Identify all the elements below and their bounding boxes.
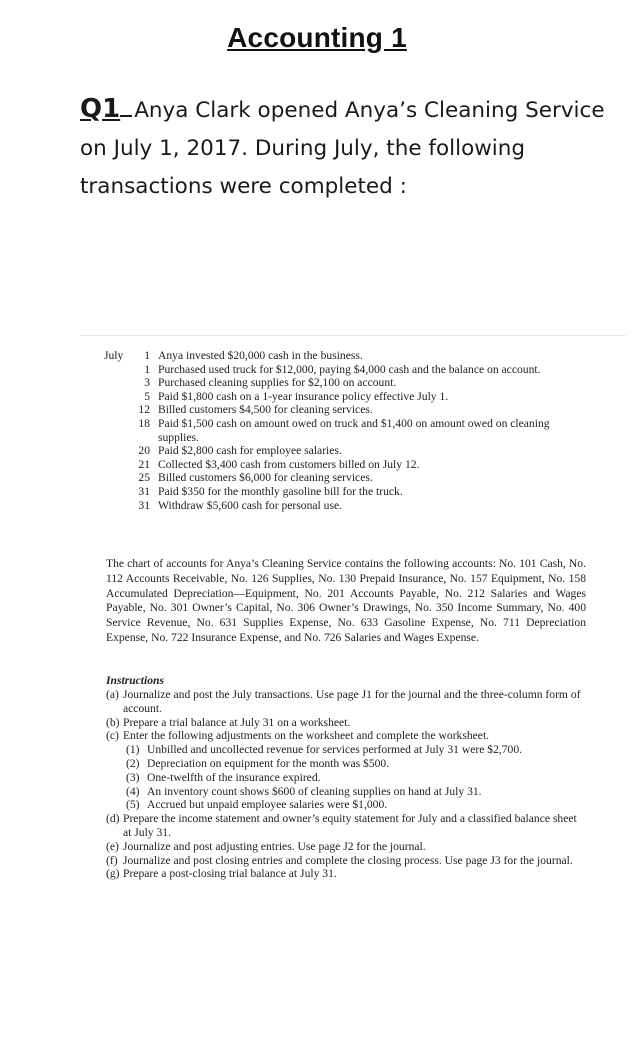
adjustment-item: [106, 785, 586, 799]
transaction-text: Paid $1,500 cash on amount owed on truck and $1,400 on amount owed on cleaning supplies.: [158, 416, 550, 444]
transaction-day: 31: [138, 484, 150, 498]
instruction-item: [106, 812, 586, 840]
transaction-day: 1: [144, 362, 150, 376]
instruction-text: Journalize and post adjusting entries. Use page J2 for the journal.: [123, 839, 426, 853]
question-text: Anya Clark opened Anya’s Cleaning Service on July 1, 2017. During July, the following transactions were completed :: [80, 98, 605, 199]
instruction-item: [106, 716, 586, 730]
section-divider: [80, 335, 626, 336]
instruction-text: Prepare the income statement and owner’s equity statement for July and a classified balance sheet at July 31.: [123, 812, 577, 839]
transaction-text: Purchased cleaning supplies for $2,100 on account.: [158, 376, 397, 390]
transaction-row: [104, 390, 556, 404]
instruction-label: (a): [106, 688, 119, 701]
transaction-month: [104, 376, 134, 390]
transaction-row: [104, 499, 556, 513]
adjustment-label: (4): [126, 784, 140, 798]
instruction-text: Prepare a post-closing trial balance at July 31.: [123, 867, 337, 881]
chart-of-accounts-paragraph: The chart of accounts for Anya’s Cleaning Service contains the following accounts: No. 101 Cash, No. 112 Accounts Receivable, No. 126 Supplies, No. 130 Prepaid Insurance, No. 157 Equipment, No. 158 Accumulated Depreciation—Equipment, No. 201 Accounts Payable, No. 212 Salaries and Wages Payable, No. 301 Owner’s Capital, No. 306 Owner’s Drawings, No. 350 Income Summary, No. 400 Service Revenue, No. 631 Supplies Expense, No. 633 Gasoline Expense, No. 711 Depreciation Expense, No. 722 Insurance Expense, and No. 726 Salaries and Wages Expense.: [106, 557, 586, 644]
instruction-label: (c): [106, 729, 119, 743]
instruction-text: Journalize and post the July transactions. Use page J1 for the journal and the three-column form of account.: [123, 688, 581, 715]
transaction-row: [104, 363, 556, 377]
transaction-month: [104, 444, 134, 458]
transaction-month: [104, 390, 134, 404]
transaction-row: [104, 403, 556, 417]
adjustment-text: Unbilled and uncollected revenue for services performed at July 31 were $2,700.: [147, 743, 523, 757]
transaction-day: 5: [144, 389, 150, 403]
transaction-month: [104, 499, 134, 513]
transaction-row: [104, 485, 556, 499]
transaction-day: 25: [138, 471, 150, 485]
instructions-list: [106, 688, 586, 881]
transaction-text: Collected $3,400 cash from customers billed on July 12.: [158, 457, 420, 471]
instruction-text: Prepare a trial balance at July 31 on a worksheet.: [123, 715, 351, 729]
adjustment-item: [106, 798, 586, 812]
transaction-month: [104, 417, 134, 444]
transaction-row: [104, 376, 556, 390]
instruction-label: (b): [106, 715, 120, 729]
transaction-month: July: [104, 349, 124, 362]
instruction-label: (d): [106, 812, 120, 826]
transaction-row: [104, 458, 556, 472]
question-underline-gap: [120, 115, 132, 117]
transaction-day: 1: [144, 349, 150, 362]
transaction-row: [104, 349, 556, 363]
adjustment-item: [106, 743, 586, 757]
transactions-table: [104, 349, 556, 512]
transaction-day: 31: [138, 498, 150, 512]
transaction-month: [104, 363, 134, 377]
question-label: Q1: [80, 94, 121, 124]
transaction-row: [104, 417, 556, 444]
instruction-text: Journalize and post closing entries and complete the closing process. Use page J3 for the journal.: [123, 853, 573, 867]
transaction-day: 21: [138, 457, 150, 471]
transaction-text: Purchased used truck for $12,000, paying $4,000 cash and the balance on account.: [158, 362, 541, 376]
transaction-month: [104, 403, 134, 417]
transaction-row: [104, 471, 556, 485]
transaction-text: Anya invested $20,000 cash in the business.: [158, 349, 363, 362]
transaction-text: Withdraw $5,600 cash for personal use.: [158, 498, 343, 512]
transaction-text: Billed customers $4,500 for cleaning services.: [158, 403, 373, 417]
transaction-month: [104, 471, 134, 485]
transaction-day: 20: [138, 444, 150, 458]
instruction-item: [106, 729, 586, 743]
adjustment-text: Accrued but unpaid employee salaries were $1,000.: [147, 798, 388, 812]
transaction-text: Paid $350 for the monthly gasoline bill for the truck.: [158, 484, 403, 498]
adjustment-item: [106, 771, 586, 785]
page-title: Accounting 1: [227, 22, 407, 53]
transaction-row: [104, 444, 556, 458]
transaction-text: Paid $2,800 cash for employee salaries.: [158, 444, 342, 458]
transaction-day: 3: [144, 376, 150, 390]
transaction-day: 12: [138, 403, 150, 417]
transaction-day: 18: [138, 416, 150, 430]
adjustment-text: Depreciation on equipment for the month was $500.: [147, 756, 390, 770]
adjustment-label: (3): [126, 770, 140, 784]
instruction-item: [106, 867, 586, 881]
instruction-item: [106, 840, 586, 854]
adjustment-label: (5): [126, 798, 140, 812]
adjustment-item: [106, 757, 586, 771]
instruction-item: [106, 854, 586, 868]
transaction-text: Billed customers $6,000 for cleaning services.: [158, 471, 373, 485]
instruction-label: (f): [106, 853, 118, 867]
question-block: [80, 90, 610, 206]
instruction-item: [106, 688, 586, 716]
transaction-month: [104, 458, 134, 472]
adjustment-label: (2): [126, 756, 140, 770]
instructions-heading: Instructions: [106, 674, 164, 687]
adjustment-text: An inventory count shows $600 of cleaning supplies on hand at July 31.: [147, 784, 482, 798]
transaction-text: Paid $1,800 cash on a 1-year insurance policy effective July 1.: [158, 389, 449, 403]
transaction-month: [104, 485, 134, 499]
adjustment-label: (1): [126, 743, 140, 757]
instruction-text: Enter the following adjustments on the worksheet and complete the worksheet.: [123, 729, 490, 743]
instruction-label: (e): [106, 839, 119, 853]
instruction-label: (g): [106, 867, 120, 881]
adjustment-text: One-twelfth of the insurance expired.: [147, 770, 321, 784]
